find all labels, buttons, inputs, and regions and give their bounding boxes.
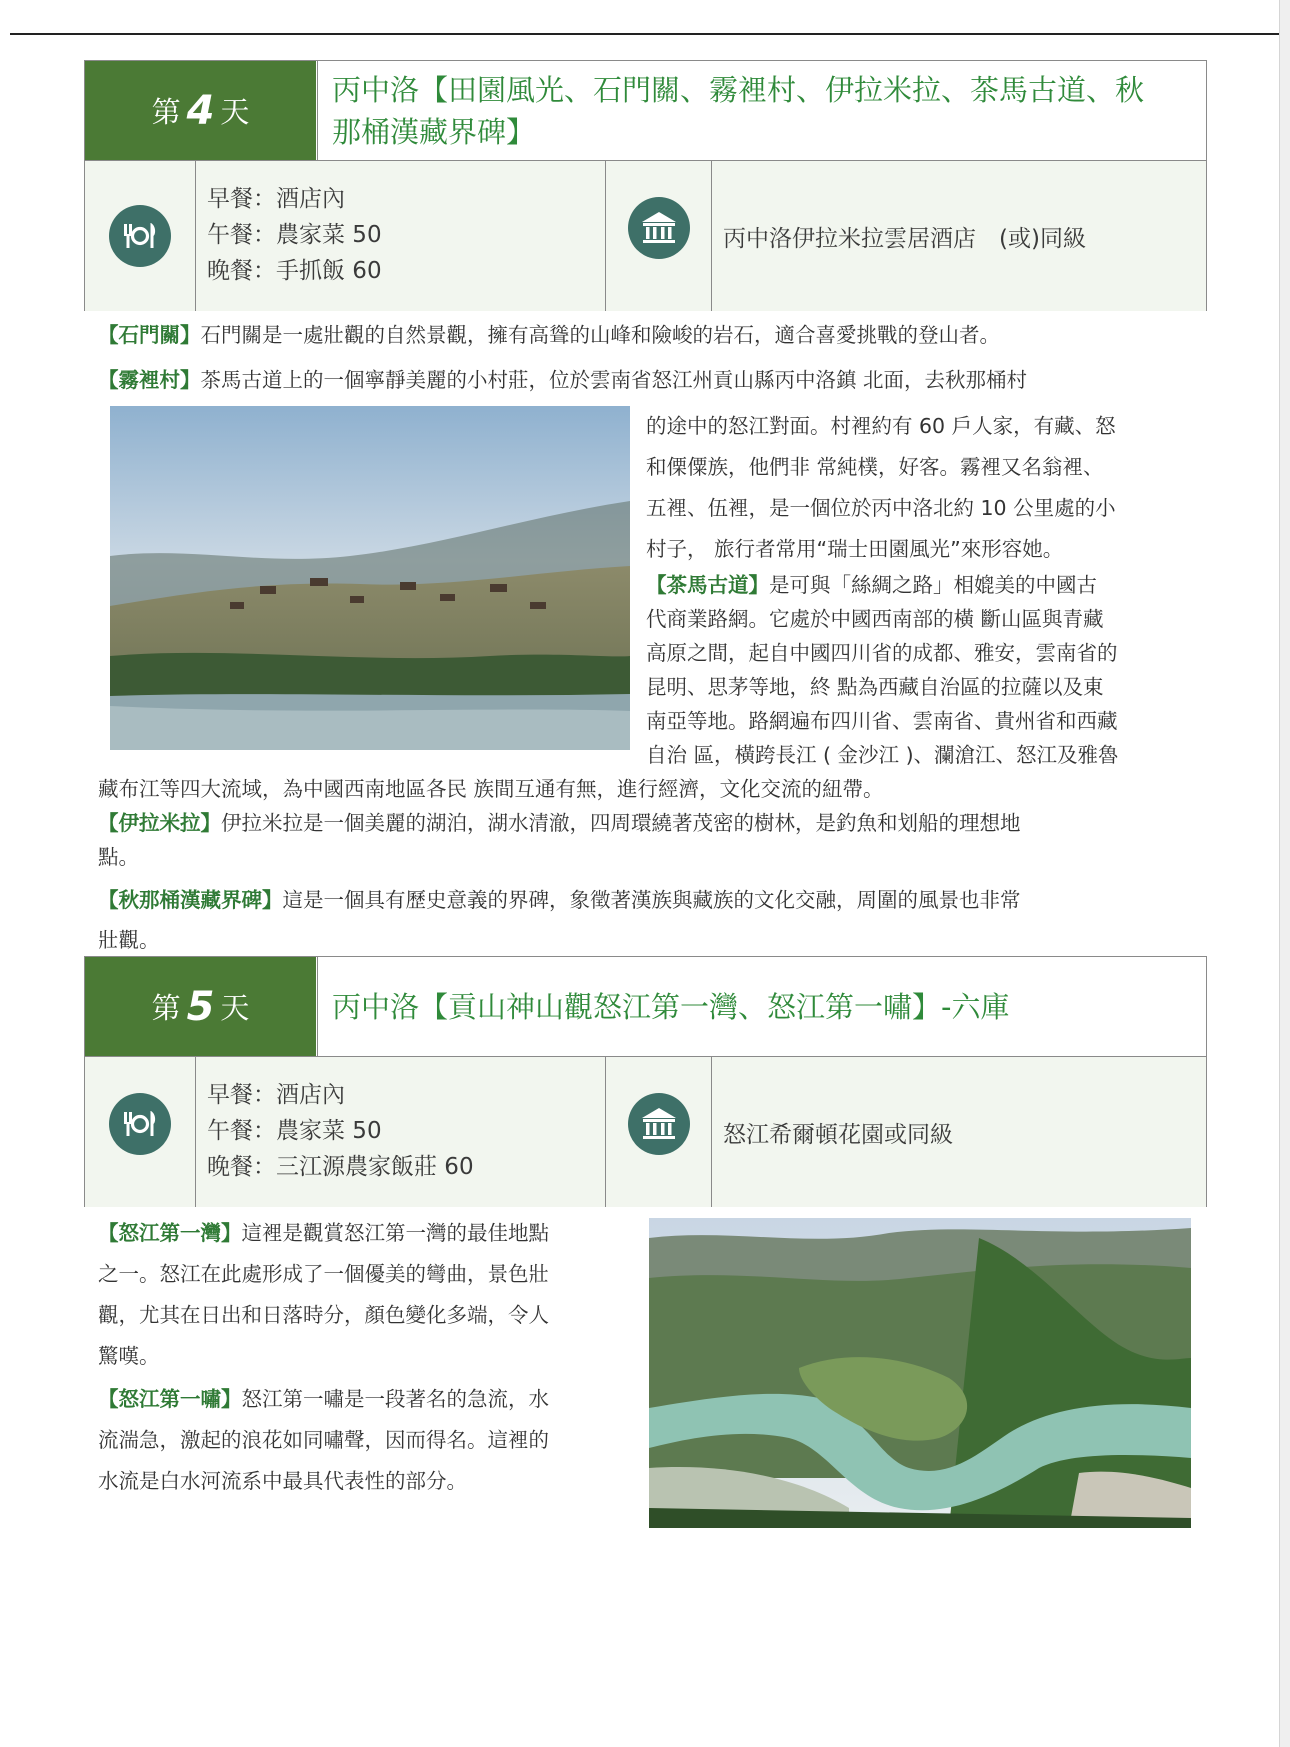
- xiao-text-line-2: 流湍急，激起的浪花如同嘯聲，因而得名。這裡的: [98, 1428, 549, 1452]
- chama-text-line-4: 昆明、思茅等地，終 點為西藏自治區的拉薩以及東: [646, 675, 1104, 699]
- day-number: 5: [186, 983, 215, 1030]
- fork-knife-plate-icon: [109, 205, 171, 267]
- fork-knife-plate-icon: [109, 1093, 171, 1155]
- day-4-header: [85, 61, 1206, 161]
- xiao-text-line-3: 水流是白水河流系中最具代表性的部分。: [98, 1469, 467, 1493]
- day-4-title: [317, 61, 1206, 160]
- qiuna-text-line-2: 壯觀。: [98, 928, 160, 952]
- day-5-info-row: [85, 1057, 1206, 1207]
- meal-icon-cell: [85, 161, 195, 311]
- hotel-name: 怒江希爾頓花園或同級: [723, 1121, 953, 1148]
- chama-text-line-2: 代商業路網。它處於中國西南部的橫 斷山區與青藏: [646, 607, 1104, 631]
- lunch-text: 午餐：農家菜 50: [207, 1118, 382, 1144]
- dinner-text: 晚餐：手抓飯 60: [207, 258, 382, 284]
- day-5-title-text: 丙中洛【貢山神山觀怒江第一灣、怒江第一嘯】-六庫: [332, 989, 1010, 1024]
- chama-tag: 【茶馬古道】: [646, 573, 769, 597]
- wuli-tag: 【霧裡村】: [98, 368, 201, 392]
- qiuna-tag: 【秋那桶漢藏界碑】: [98, 888, 283, 912]
- shimen-paragraph: [98, 321, 1000, 349]
- dinner-text: 晚餐：三江源農家飯莊 60: [207, 1154, 474, 1180]
- wan-text-line-3: 觀，尤其在日出和日落時分，顏色變化多端，令人: [98, 1303, 549, 1327]
- yila-text-line-2: 點。: [98, 845, 139, 869]
- day-5-header: [85, 957, 1206, 1057]
- top-divider: [10, 33, 1280, 35]
- breakfast-text: 早餐：酒店內: [207, 186, 345, 212]
- wan-tag: 【怒江第一灣】: [98, 1221, 242, 1245]
- hotel-icon-cell: [605, 1057, 711, 1207]
- yila-tag: 【伊拉米拉】: [98, 811, 221, 835]
- day-5-title: [317, 957, 1206, 1056]
- day-number: 4: [186, 87, 215, 134]
- meals-cell: [195, 1057, 605, 1207]
- xiao-text-line-1: 怒江第一嘯是一段著名的急流，水: [241, 1387, 549, 1411]
- qiuna-text: 這是一個具有歷史意義的界碑，象徵著漢族與藏族的文化交融，周圍的風景也非常: [282, 888, 1021, 912]
- day-4-info-row: [85, 161, 1206, 311]
- wuli-village-photo: [110, 406, 630, 750]
- wuli-paragraph-continued: [646, 406, 1116, 570]
- yila-text: 伊拉米拉是一個美麗的湖泊，湖水清澈，四周環繞著茂密的樹林，是釣魚和划船的理想地: [221, 811, 1021, 835]
- wuli-text-line-3: 和傈僳族，他們非 常純樸，好客。霧裡又名翁裡、: [646, 455, 1104, 479]
- wuli-text-line-4: 五裡、伍裡，是一個位於丙中洛北約 10 公里處的小: [646, 496, 1116, 520]
- chama-text-line-3: 高原之間，起自中國四川省的成都、雅安，雲南省的: [646, 641, 1118, 665]
- building-columns-icon: [628, 1093, 690, 1155]
- xiao-tag: 【怒江第一嘯】: [98, 1387, 242, 1411]
- day-label-suffix: 天: [220, 991, 250, 1025]
- day-label-prefix: 第: [151, 991, 181, 1025]
- hotel-name: 丙中洛伊拉米拉雲居酒店 (或)同級: [723, 225, 1086, 252]
- wuli-text-line-2: 的途中的怒江對面。村裡約有 60 戶人家，有藏、怒: [646, 414, 1116, 438]
- day-4-table: [84, 60, 1207, 311]
- wan-text-line-2: 之一。怒江在此處形成了一個優美的彎曲，景色壯: [98, 1262, 549, 1286]
- building-columns-icon: [628, 197, 690, 259]
- wuli-paragraph-first-line: [98, 366, 1027, 394]
- shimen-text: 石門關是一處壯觀的自然景觀，擁有高聳的山峰和險峻的岩石，適合喜愛挑戰的登山者。: [200, 323, 1000, 347]
- day-5-label: [85, 957, 316, 1056]
- wuli-text-line-1: 茶馬古道上的一個寧靜美麗的小村莊，位於雲南省怒江州貢山縣丙中洛鎮 北面，去秋那桶村: [200, 368, 1028, 392]
- wan-text-line-4: 驚嘆。: [98, 1344, 160, 1368]
- qiuna-paragraph: [98, 880, 1021, 960]
- chama-text-line-6: 自治 區，橫跨長江 ( 金沙江 )、瀾滄江、怒江及雅魯: [646, 743, 1119, 767]
- breakfast-text: 早餐：酒店內: [207, 1082, 345, 1108]
- chama-paragraph-last-line: [98, 772, 1021, 874]
- meal-icon-cell: [85, 1057, 195, 1207]
- day-5-table: [84, 956, 1207, 1207]
- hotel-cell: [711, 161, 1206, 311]
- shimen-tag: 【石門關】: [98, 323, 201, 347]
- xiao-paragraph: [98, 1379, 549, 1502]
- day-4-title-line-1: 丙中洛【田園風光、石門關、霧裡村、伊拉米拉、茶馬古道、秋: [332, 72, 1145, 107]
- wuli-text-line-5: 村子， 旅行者常用“瑞士田園風光”來形容她。: [646, 537, 1064, 561]
- chama-text-line-1: 是可與「絲綢之路」相媲美的中國古: [769, 573, 1097, 597]
- day-4-label: [85, 61, 316, 160]
- chama-paragraph: [646, 568, 1119, 772]
- chama-text-line-5: 南亞等地。路網遍布四川省、雲南省、貴州省和西藏: [646, 709, 1118, 733]
- page-edge: [1280, 0, 1290, 1747]
- hotel-cell: [711, 1057, 1206, 1207]
- day-label-suffix: 天: [220, 95, 250, 129]
- hotel-icon-cell: [605, 161, 711, 311]
- lunch-text: 午餐：農家菜 50: [207, 222, 382, 248]
- meals-cell: [195, 161, 605, 311]
- wan-text-line-1: 這裡是觀賞怒江第一灣的最佳地點: [241, 1221, 549, 1245]
- wan-paragraph: [98, 1213, 549, 1377]
- day-label-prefix: 第: [151, 95, 181, 129]
- chama-text-line-7: 藏布江等四大流域，為中國西南地區各民 族間互通有無，進行經濟，文化交流的紐帶。: [98, 777, 884, 801]
- nujiang-bend-photo: [649, 1218, 1191, 1528]
- day-4-title-line-2: 那桶漢藏界碑】: [332, 114, 536, 149]
